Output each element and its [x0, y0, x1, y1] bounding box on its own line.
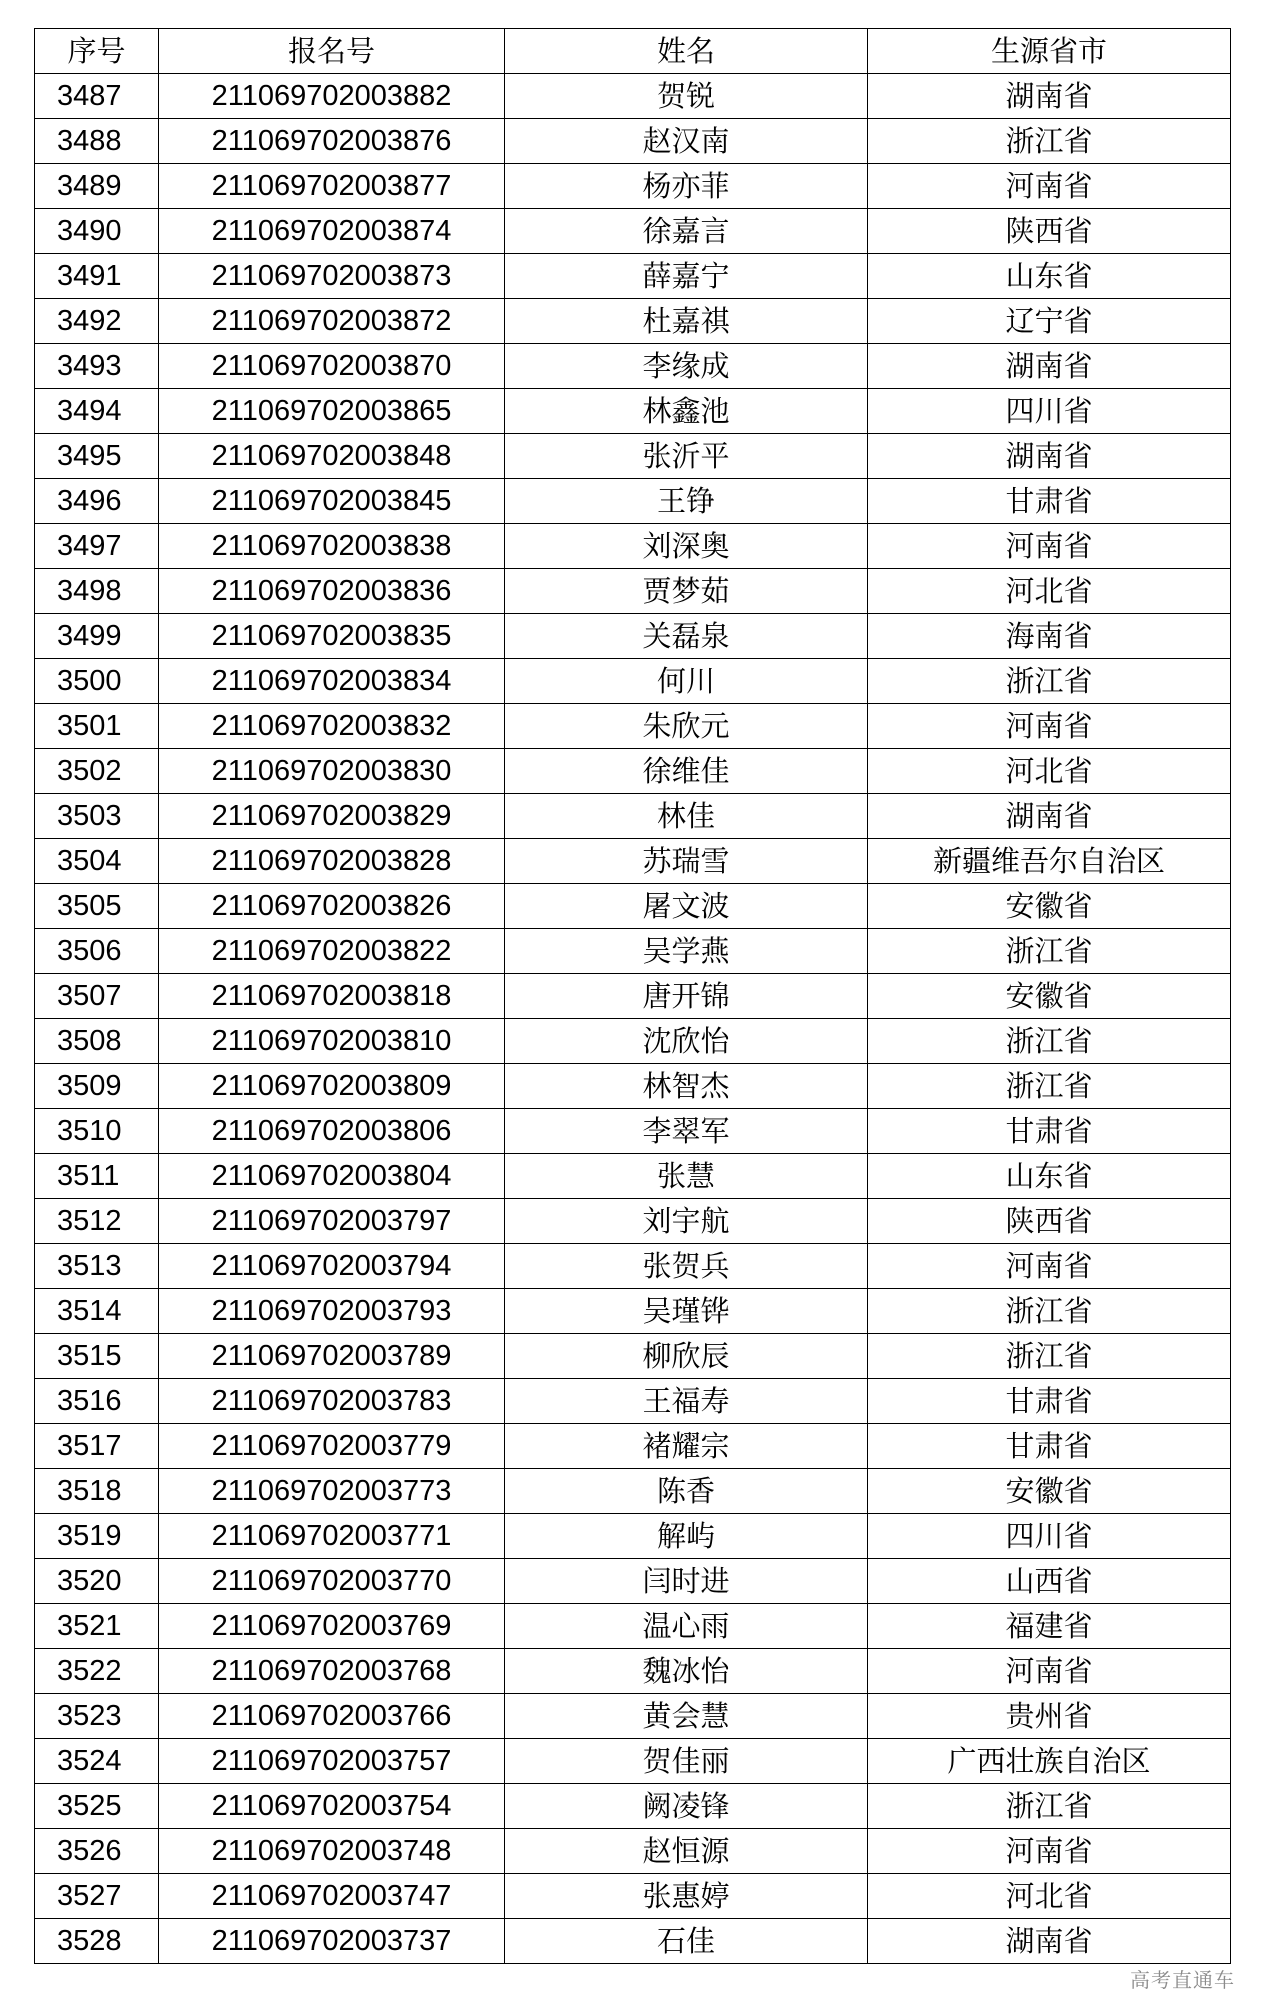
cell-seq: 3490: [35, 209, 159, 254]
table-row: [35, 974, 1231, 1019]
table-row: [35, 1874, 1231, 1919]
cell-seq: 3499: [35, 614, 159, 659]
table-header: [35, 29, 1231, 74]
cell-province: 浙江省: [868, 929, 1231, 974]
cell-reg-no: 211069702003771: [159, 1514, 505, 1559]
cell-province: 浙江省: [868, 1784, 1231, 1829]
cell-province: 山东省: [868, 1154, 1231, 1199]
cell-reg-no: 211069702003874: [159, 209, 505, 254]
cell-reg-no: 211069702003768: [159, 1649, 505, 1694]
cell-seq: 3497: [35, 524, 159, 569]
cell-name: 屠文波: [505, 884, 868, 929]
cell-name: 王福寿: [505, 1379, 868, 1424]
cell-name: 温心雨: [505, 1604, 868, 1649]
cell-seq: 3494: [35, 389, 159, 434]
table-row: [35, 569, 1231, 614]
cell-province: 山东省: [868, 254, 1231, 299]
cell-name: 褚耀宗: [505, 1424, 868, 1469]
cell-seq: 3491: [35, 254, 159, 299]
cell-reg-no: 211069702003872: [159, 299, 505, 344]
table-row: [35, 389, 1231, 434]
cell-reg-no: 211069702003828: [159, 839, 505, 884]
cell-province: 浙江省: [868, 1019, 1231, 1064]
cell-seq: 3508: [35, 1019, 159, 1064]
cell-province: 浙江省: [868, 1064, 1231, 1109]
table-row: [35, 1514, 1231, 1559]
table-row: [35, 704, 1231, 749]
table-row: [35, 884, 1231, 929]
cell-reg-no: 211069702003848: [159, 434, 505, 479]
cell-reg-no: 211069702003830: [159, 749, 505, 794]
table-row: [35, 254, 1231, 299]
cell-name: 林鑫池: [505, 389, 868, 434]
table-row: [35, 659, 1231, 704]
cell-province: 河南省: [868, 164, 1231, 209]
table-row: [35, 1559, 1231, 1604]
cell-seq: 3487: [35, 74, 159, 119]
cell-reg-no: 211069702003829: [159, 794, 505, 839]
cell-seq: 3492: [35, 299, 159, 344]
cell-name: 何川: [505, 659, 868, 704]
cell-seq: 3520: [35, 1559, 159, 1604]
cell-reg-no: 211069702003818: [159, 974, 505, 1019]
cell-seq: 3517: [35, 1424, 159, 1469]
cell-name: 朱欣元: [505, 704, 868, 749]
cell-province: 甘肃省: [868, 1109, 1231, 1154]
cell-province: 湖南省: [868, 344, 1231, 389]
table-row: [35, 524, 1231, 569]
cell-reg-no: 211069702003737: [159, 1919, 505, 1964]
table-row: [35, 1019, 1231, 1064]
cell-province: 湖南省: [868, 1919, 1231, 1964]
table-row: [35, 839, 1231, 884]
cell-reg-no: 211069702003826: [159, 884, 505, 929]
cell-reg-no: 211069702003748: [159, 1829, 505, 1874]
header-seq: 序号: [35, 29, 159, 74]
cell-name: 吴瑾铧: [505, 1289, 868, 1334]
cell-seq: 3526: [35, 1829, 159, 1874]
cell-province: 陕西省: [868, 209, 1231, 254]
cell-seq: 3510: [35, 1109, 159, 1154]
cell-name: 林智杰: [505, 1064, 868, 1109]
cell-reg-no: 211069702003747: [159, 1874, 505, 1919]
cell-province: 甘肃省: [868, 1424, 1231, 1469]
cell-province: 河南省: [868, 1829, 1231, 1874]
cell-province: 浙江省: [868, 659, 1231, 704]
cell-reg-no: 211069702003870: [159, 344, 505, 389]
cell-reg-no: 211069702003789: [159, 1334, 505, 1379]
cell-seq: 3502: [35, 749, 159, 794]
cell-province: 河北省: [868, 749, 1231, 794]
cell-reg-no: 211069702003779: [159, 1424, 505, 1469]
cell-seq: 3495: [35, 434, 159, 479]
cell-reg-no: 211069702003835: [159, 614, 505, 659]
cell-reg-no: 211069702003834: [159, 659, 505, 704]
cell-seq: 3522: [35, 1649, 159, 1694]
table-row: [35, 1154, 1231, 1199]
cell-province: 安徽省: [868, 974, 1231, 1019]
cell-seq: 3498: [35, 569, 159, 614]
cell-seq: 3493: [35, 344, 159, 389]
cell-province: 广西壮族自治区: [868, 1739, 1231, 1784]
table-row: [35, 1784, 1231, 1829]
cell-name: 贾梦茹: [505, 569, 868, 614]
cell-seq: 3500: [35, 659, 159, 704]
cell-name: 贺佳丽: [505, 1739, 868, 1784]
cell-reg-no: 211069702003793: [159, 1289, 505, 1334]
cell-seq: 3523: [35, 1694, 159, 1739]
cell-seq: 3506: [35, 929, 159, 974]
cell-reg-no: 211069702003877: [159, 164, 505, 209]
cell-province: 四川省: [868, 389, 1231, 434]
table-row: [35, 1064, 1231, 1109]
cell-province: 浙江省: [868, 1334, 1231, 1379]
table-row: [35, 299, 1231, 344]
cell-province: 河南省: [868, 1649, 1231, 1694]
cell-seq: 3521: [35, 1604, 159, 1649]
table-row: [35, 794, 1231, 839]
cell-name: 沈欣怡: [505, 1019, 868, 1064]
cell-name: 赵汉南: [505, 119, 868, 164]
cell-seq: 3514: [35, 1289, 159, 1334]
cell-reg-no: 211069702003757: [159, 1739, 505, 1784]
cell-seq: 3488: [35, 119, 159, 164]
cell-province: 山西省: [868, 1559, 1231, 1604]
cell-province: 河南省: [868, 704, 1231, 749]
cell-reg-no: 211069702003766: [159, 1694, 505, 1739]
cell-province: 四川省: [868, 1514, 1231, 1559]
cell-name: 苏瑞雪: [505, 839, 868, 884]
cell-reg-no: 211069702003754: [159, 1784, 505, 1829]
cell-name: 李翠军: [505, 1109, 868, 1154]
cell-reg-no: 211069702003804: [159, 1154, 505, 1199]
cell-seq: 3511: [35, 1154, 159, 1199]
table-row: [35, 1334, 1231, 1379]
table-row: [35, 1379, 1231, 1424]
cell-reg-no: 211069702003876: [159, 119, 505, 164]
cell-name: 张沂平: [505, 434, 868, 479]
table-row: [35, 344, 1231, 389]
table-row: [35, 1469, 1231, 1514]
table-row: [35, 1649, 1231, 1694]
cell-seq: 3496: [35, 479, 159, 524]
cell-name: 徐维佳: [505, 749, 868, 794]
cell-province: 新疆维吾尔自治区: [868, 839, 1231, 884]
table-row: [35, 749, 1231, 794]
table-row: [35, 1829, 1231, 1874]
cell-name: 薛嘉宁: [505, 254, 868, 299]
cell-name: 解屿: [505, 1514, 868, 1559]
admission-list-table: [34, 28, 1231, 1964]
cell-province: 河南省: [868, 1244, 1231, 1289]
cell-name: 刘深奥: [505, 524, 868, 569]
watermark: 高考直通车: [1130, 1968, 1235, 1992]
cell-name: 黄会慧: [505, 1694, 868, 1739]
cell-seq: 3489: [35, 164, 159, 209]
cell-name: 关磊泉: [505, 614, 868, 659]
cell-seq: 3503: [35, 794, 159, 839]
table-row: [35, 1694, 1231, 1739]
header-province: 生源省市: [868, 29, 1231, 74]
cell-seq: 3501: [35, 704, 159, 749]
header-name: 姓名: [505, 29, 868, 74]
cell-name: 张惠婷: [505, 1874, 868, 1919]
cell-name: 唐开锦: [505, 974, 868, 1019]
table-row: [35, 1199, 1231, 1244]
cell-province: 安徽省: [868, 884, 1231, 929]
cell-province: 福建省: [868, 1604, 1231, 1649]
cell-province: 甘肃省: [868, 1379, 1231, 1424]
cell-province: 浙江省: [868, 119, 1231, 164]
cell-reg-no: 211069702003806: [159, 1109, 505, 1154]
cell-reg-no: 211069702003773: [159, 1469, 505, 1514]
table-row: [35, 164, 1231, 209]
cell-seq: 3505: [35, 884, 159, 929]
cell-name: 石佳: [505, 1919, 868, 1964]
table-row: [35, 74, 1231, 119]
cell-name: 张慧: [505, 1154, 868, 1199]
table-row: [35, 209, 1231, 254]
cell-name: 贺锐: [505, 74, 868, 119]
cell-reg-no: 211069702003769: [159, 1604, 505, 1649]
table-row: [35, 929, 1231, 974]
cell-name: 杜嘉祺: [505, 299, 868, 344]
cell-seq: 3509: [35, 1064, 159, 1109]
cell-reg-no: 211069702003794: [159, 1244, 505, 1289]
table-row: [35, 1604, 1231, 1649]
cell-province: 海南省: [868, 614, 1231, 659]
cell-reg-no: 211069702003845: [159, 479, 505, 524]
cell-reg-no: 211069702003865: [159, 389, 505, 434]
cell-reg-no: 211069702003838: [159, 524, 505, 569]
cell-name: 赵恒源: [505, 1829, 868, 1874]
cell-province: 贵州省: [868, 1694, 1231, 1739]
cell-province: 辽宁省: [868, 299, 1231, 344]
cell-province: 河北省: [868, 569, 1231, 614]
cell-reg-no: 211069702003873: [159, 254, 505, 299]
header-row: [35, 29, 1231, 74]
cell-reg-no: 211069702003822: [159, 929, 505, 974]
cell-name: 阙凌锋: [505, 1784, 868, 1829]
table-row: [35, 1289, 1231, 1334]
cell-province: 甘肃省: [868, 479, 1231, 524]
cell-province: 河南省: [868, 524, 1231, 569]
table-row: [35, 434, 1231, 479]
table-row: [35, 1109, 1231, 1154]
cell-name: 徐嘉言: [505, 209, 868, 254]
cell-province: 湖南省: [868, 434, 1231, 479]
table-row: [35, 479, 1231, 524]
cell-province: 陕西省: [868, 1199, 1231, 1244]
table-row: [35, 1919, 1231, 1964]
cell-seq: 3519: [35, 1514, 159, 1559]
cell-seq: 3512: [35, 1199, 159, 1244]
table-row: [35, 119, 1231, 164]
cell-seq: 3504: [35, 839, 159, 884]
cell-name: 闫时进: [505, 1559, 868, 1604]
cell-province: 湖南省: [868, 794, 1231, 839]
cell-seq: 3507: [35, 974, 159, 1019]
cell-province: 浙江省: [868, 1289, 1231, 1334]
cell-seq: 3525: [35, 1784, 159, 1829]
cell-name: 魏冰怡: [505, 1649, 868, 1694]
cell-reg-no: 211069702003809: [159, 1064, 505, 1109]
cell-name: 柳欣辰: [505, 1334, 868, 1379]
cell-reg-no: 211069702003882: [159, 74, 505, 119]
cell-seq: 3515: [35, 1334, 159, 1379]
cell-name: 陈香: [505, 1469, 868, 1514]
table-row: [35, 1244, 1231, 1289]
table-row: [35, 1424, 1231, 1469]
cell-seq: 3513: [35, 1244, 159, 1289]
cell-seq: 3528: [35, 1919, 159, 1964]
header-reg-no: 报名号: [159, 29, 505, 74]
cell-reg-no: 211069702003836: [159, 569, 505, 614]
cell-reg-no: 211069702003783: [159, 1379, 505, 1424]
cell-name: 李缘成: [505, 344, 868, 389]
cell-reg-no: 211069702003770: [159, 1559, 505, 1604]
table-body: [35, 74, 1231, 1964]
cell-name: 刘宇航: [505, 1199, 868, 1244]
cell-reg-no: 211069702003797: [159, 1199, 505, 1244]
cell-seq: 3524: [35, 1739, 159, 1784]
cell-province: 安徽省: [868, 1469, 1231, 1514]
table-row: [35, 614, 1231, 659]
table-row: [35, 1739, 1231, 1784]
cell-seq: 3527: [35, 1874, 159, 1919]
cell-province: 湖南省: [868, 74, 1231, 119]
cell-name: 吴学燕: [505, 929, 868, 974]
cell-name: 林佳: [505, 794, 868, 839]
cell-reg-no: 211069702003810: [159, 1019, 505, 1064]
cell-seq: 3518: [35, 1469, 159, 1514]
cell-name: 王铮: [505, 479, 868, 524]
cell-province: 河北省: [868, 1874, 1231, 1919]
cell-seq: 3516: [35, 1379, 159, 1424]
cell-name: 杨亦菲: [505, 164, 868, 209]
cell-name: 张贺兵: [505, 1244, 868, 1289]
cell-reg-no: 211069702003832: [159, 704, 505, 749]
